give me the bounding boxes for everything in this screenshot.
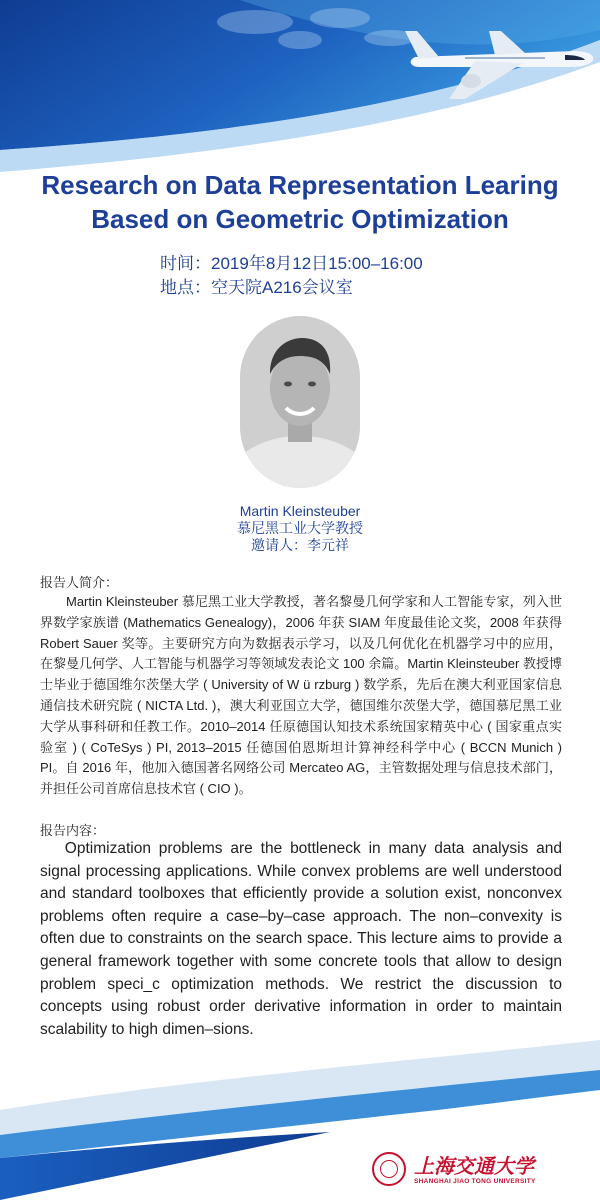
bio-heading: 报告人简介： (40, 575, 119, 590)
talk-title-line-2: Based on Geometric Optimization (91, 204, 509, 234)
header-banner (0, 0, 600, 175)
speaker-photo (240, 316, 360, 488)
bio-text: Martin Kleinsteuber 慕尼黑工业大学教授，著名黎曼几何学家和人工智能专家，列入世界数学家族谱 (Mathematics Genealogy)，2006 年获 SIAM 年度最佳论文奖，2008 年获得 Robert Sauer 奖等。主要研究方向为数据表示学习，以及几何优化在机器学习中的应用，在黎曼几何学、人工智能与机器学习等领域发表论文 100 余篇。Martin Kleinsteuber 教授博士毕业于德国维尔茨堡大学 ( University of W ü rzburg ) 数学系，先后在澳大利亚国家信息通信技术研究院 ( NICTA Ltd. )，澳大利亚国立大学，德国维尔茨堡大学，德国慕尼黑工业大学从事科研和任教工作。2010–2014 任原德国认知技术系统国家精英中心 ( 国家重点实验室 ) ( CoTeSys ) PI, 2013–2015 任德国伯恩斯坦计算神经科学中心 ( BCCN Munich ) PI。自 2016 年，他加入德国著名网络公司 Mercateo AG，主管数据处理与信息技术部门，并担任公司首席信息技术官 ( CIO )。 (40, 594, 562, 797)
event-info (160, 252, 423, 300)
university-logo (372, 1150, 536, 1194)
event-venue: 地点：空天院A216会议室 (160, 278, 353, 297)
talk-title (0, 168, 600, 236)
abstract-heading: 报告内容： (40, 823, 106, 838)
speaker-name: Martin Kleinsteuber (239, 503, 361, 519)
abstract-text: Optimization problems are the bottleneck in many data analysis and signal processing applications. While convex problems are well understood and standard toolboxes that efficiently provide a solution exist, nonconvex problems often require a case–by–case approach. The non–convexity is often due to constraints on the search space. This lecture aims to provide a general framework together with some concrete tools that allow to design problem speci_c optimization methods. We restrict the discussion to concepts using robust order derivative information in order to maintain scalability to high dimen–sions. (40, 840, 562, 1038)
event-time: 时间：2019年8月12日15:00–16:00 (160, 254, 423, 273)
university-name-en: SHANGHAI JIAO TONG UNIVERSITY (414, 1178, 536, 1185)
talk-title-line-1: Research on Data Representation Learing (41, 170, 559, 200)
speaker-info (0, 503, 600, 554)
university-seal-icon (372, 1152, 406, 1186)
university-name-cn: 上海交通大学 (414, 1154, 534, 1178)
speaker-affiliation: 慕尼黑工业大学教授 (237, 520, 363, 536)
speaker-portrait-image (240, 316, 360, 488)
speaker-host: 邀请人：李元祥 (251, 537, 349, 553)
